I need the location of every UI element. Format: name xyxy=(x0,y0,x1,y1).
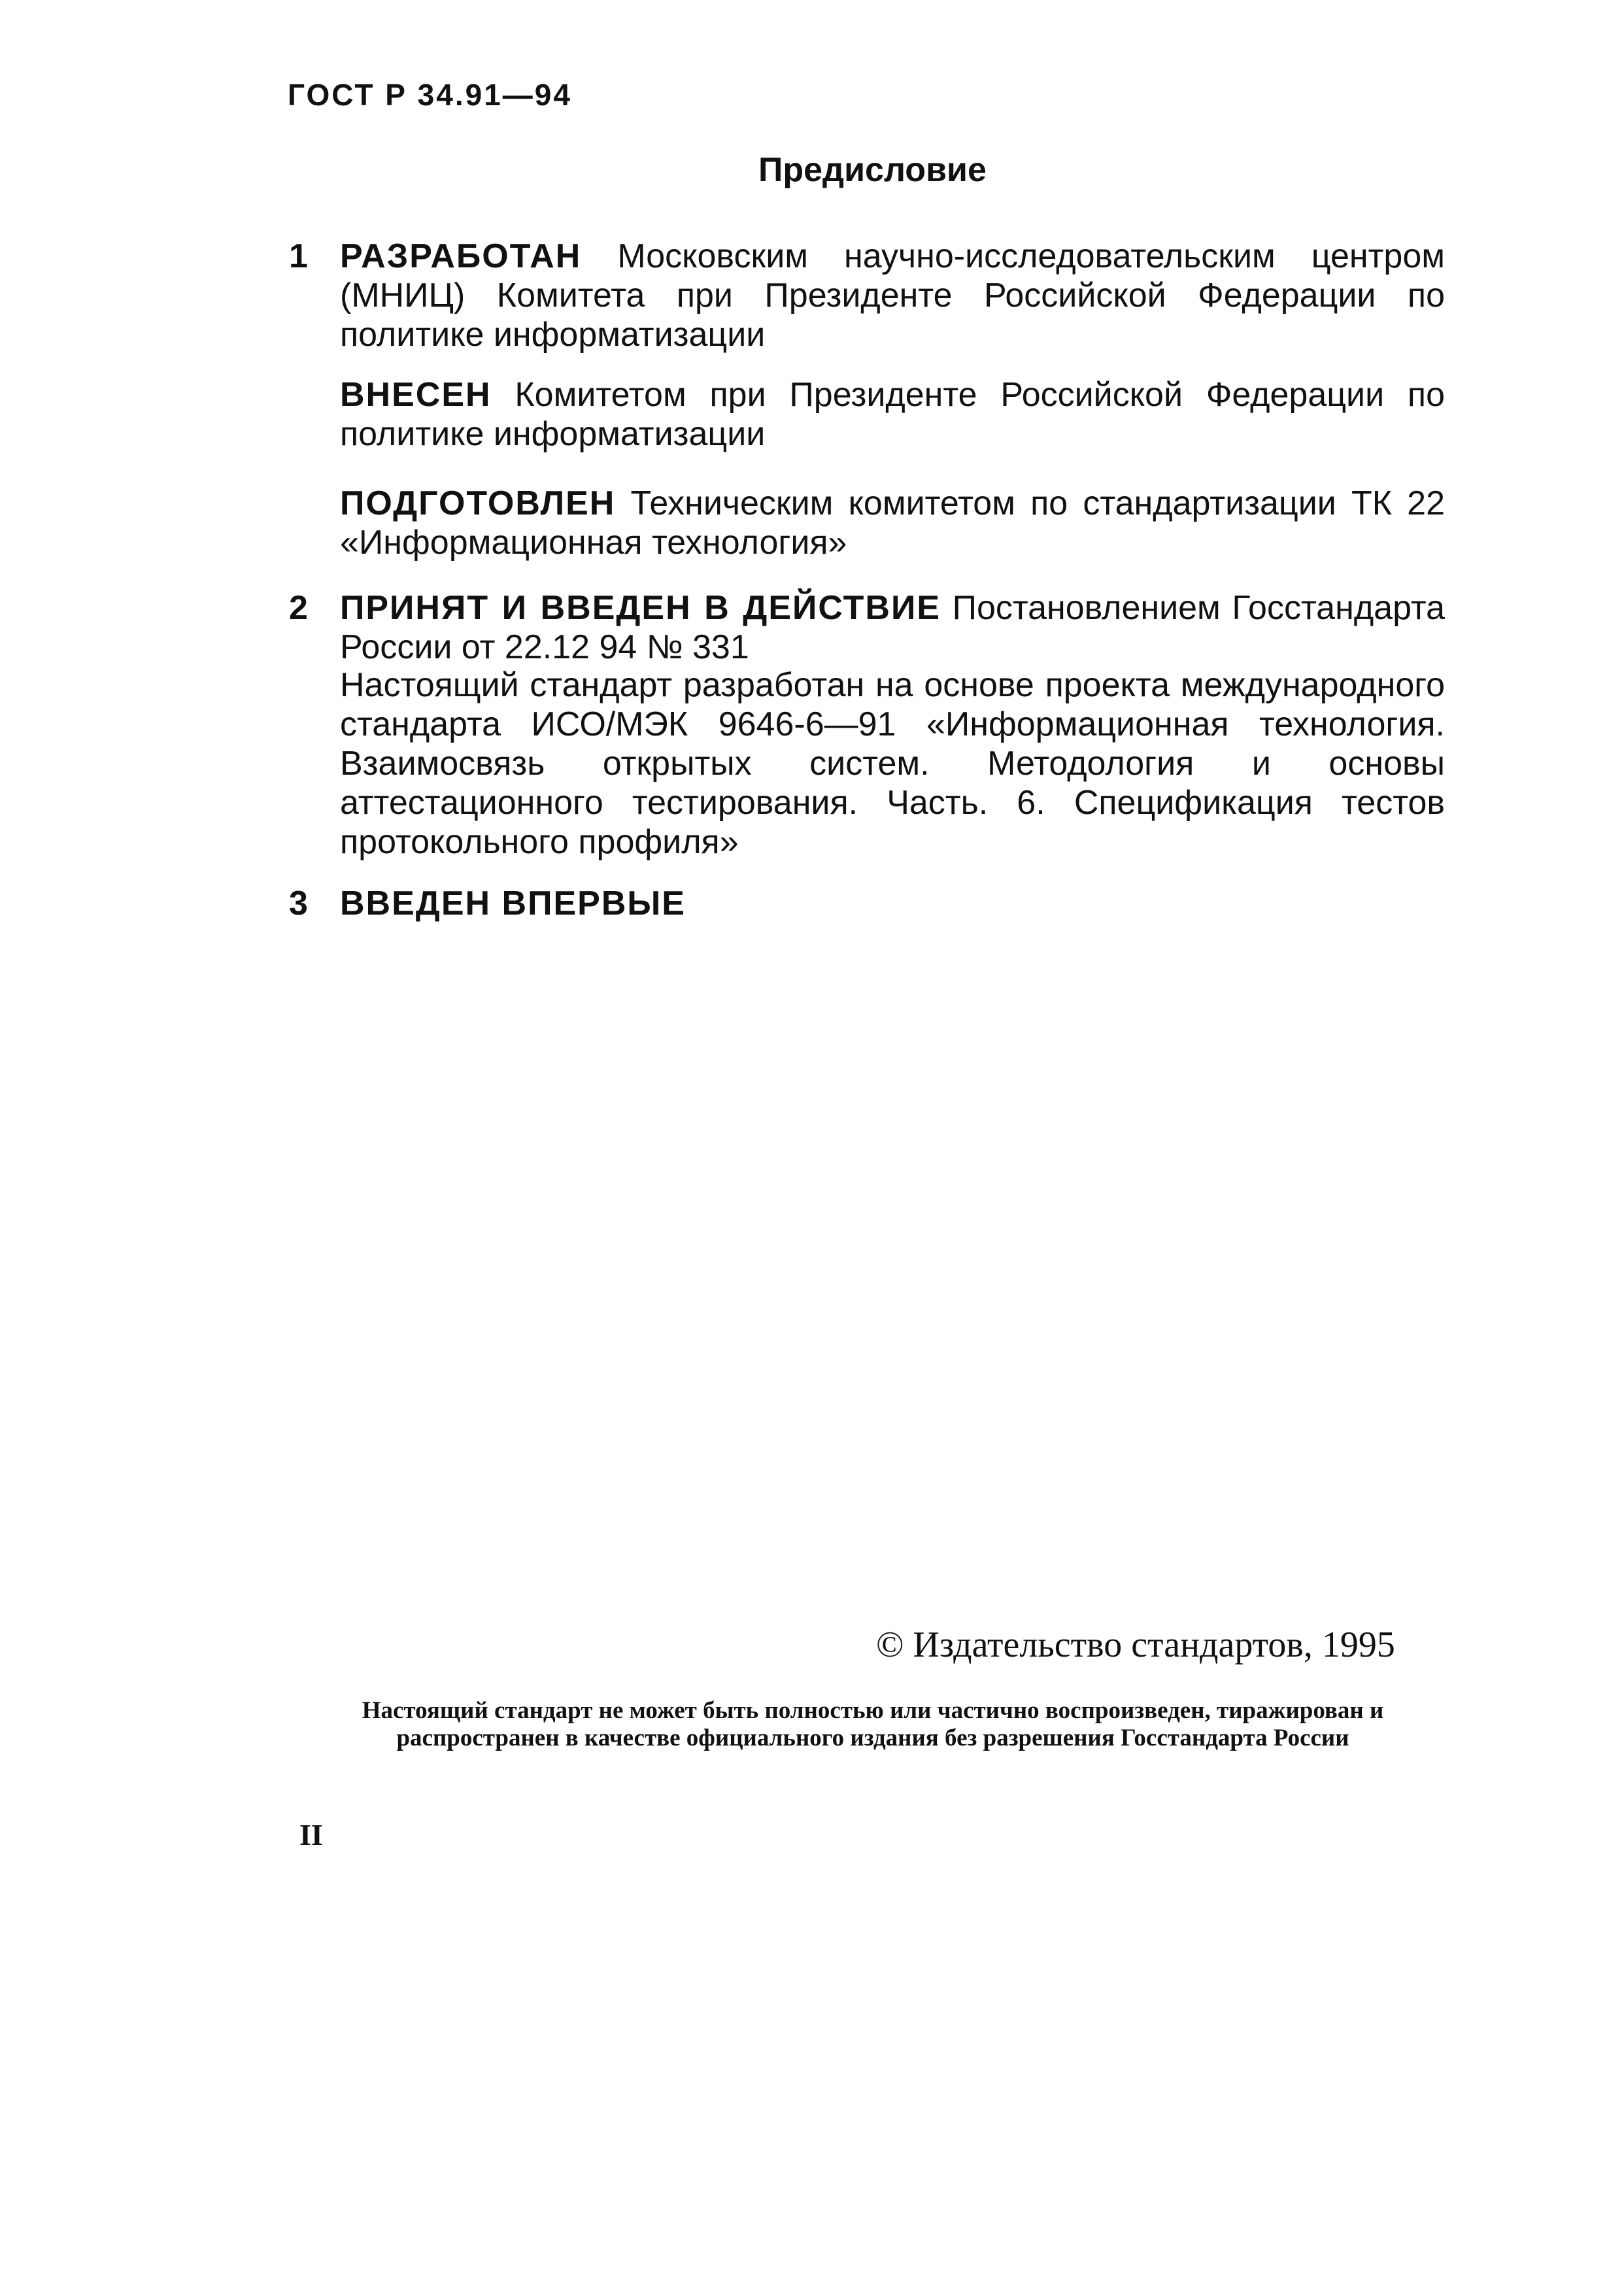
item-lead-submitted: ВНЕСЕН xyxy=(340,376,492,414)
document-code: ГОСТ Р 34.91—94 xyxy=(288,78,572,112)
foreword-item-adopted xyxy=(340,588,1445,667)
copyright-line: © Издательство стандартов, 1995 xyxy=(876,1625,1395,1665)
foreword-item-submitted xyxy=(340,375,1445,454)
item-lead-prepared: ПОДГОТОВЛЕН xyxy=(340,484,616,522)
item-number-2: 2 xyxy=(289,589,308,627)
item-text-submitted: Комитетом при Президенте Российской Федерации по политике информатизации xyxy=(340,376,1445,453)
foreword-item-first-introduced xyxy=(340,884,1445,923)
page-number: II xyxy=(299,1818,323,1851)
item-number-3: 3 xyxy=(289,885,308,922)
item-text-developed: Московским научно-исследовательским центром (МНИЦ) Комитета при Президенте Российской Федерации по политике информатизации xyxy=(340,237,1445,354)
foreword-item-prepared xyxy=(340,484,1445,562)
item-text-prepared: Техническим комитетом по стандартизации ТК 22 «Информационная технология» xyxy=(340,484,1445,562)
foreword-item-basis xyxy=(340,666,1445,862)
item-lead-first-introduced: ВВЕДЕН ВПЕРВЫЕ xyxy=(340,885,686,922)
item-lead-adopted: ПРИНЯТ И ВВЕДЕН В ДЕЙСТВИЕ xyxy=(340,589,941,627)
reproduction-notice: Настоящий стандарт не может быть полностью или частично воспроизведен, тиражирован и распространен в качестве официального издания без разрешения Госстандарта России xyxy=(362,1697,1384,1751)
page-title: Предисловие xyxy=(758,151,987,189)
item-text-basis: Настоящий стандарт разработан на основе проекта международного стандарта ИСО/МЭК 9646-6—91 «Информационная технология. Взаимосвязь открытых систем. Методология и основы аттестационного тестирования. Часть. 6. Спецификация тестов протокольного профиля» xyxy=(340,666,1445,861)
item-lead-developed: РАЗРАБОТАН xyxy=(340,237,582,275)
item-number-1: 1 xyxy=(289,237,308,275)
foreword-item-developed xyxy=(340,237,1445,354)
item-text-adopted: Постановлением Госстандарта России от 22.12 94 № 331 xyxy=(340,589,1446,666)
